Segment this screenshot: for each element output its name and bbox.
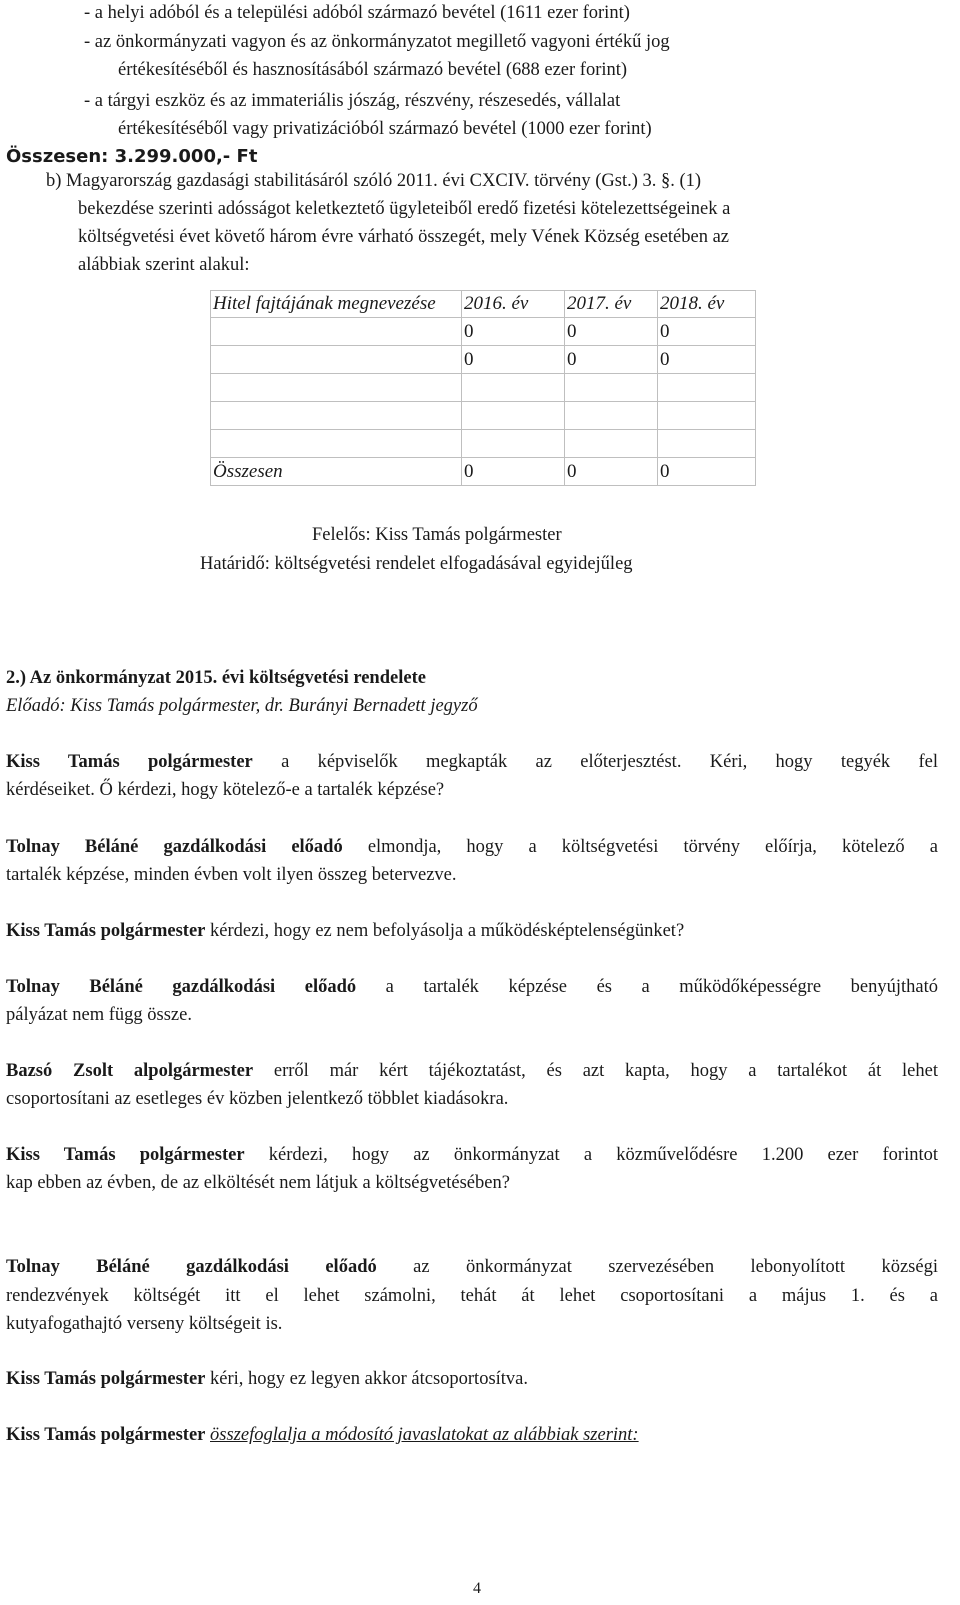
table-row — [211, 430, 756, 458]
paragraph-text: összefoglalja a módosító javaslatokat az alábbiak szerint: — [210, 1425, 639, 1445]
paragraph-line — [6, 922, 684, 941]
table-cell: 0 — [462, 318, 565, 346]
speaker-name: Kiss Tamás polgármester — [6, 1425, 206, 1445]
section-b-line2: bekezdése szerinti adósságot keletkeztető ügyleteiből eredő fizetési kötelezettségeinek a — [78, 199, 731, 219]
table-header-cell: 2017. év — [565, 291, 658, 318]
paragraph-line — [6, 1258, 938, 1277]
speaker-name: Bazsó Zsolt alpolgármester — [6, 1061, 254, 1081]
speaker-name: Tolnay Béláné gazdálkodási előadó — [6, 837, 343, 857]
speaker-name: Tolnay Béláné gazdálkodási előadó — [6, 1257, 377, 1277]
list-item-property-revenue-cont: értékesítéséből és hasznosításából származó bevétel (688 ezer forint) — [118, 60, 628, 80]
loan-table — [210, 290, 756, 486]
deadline: Határidő: költségvetési rendelet elfogadásával egyidejűleg — [200, 554, 633, 574]
paragraph-text: kéri, hogy ez legyen akkor átcsoportosítva. — [205, 1369, 529, 1389]
list-item-tax-revenue: - a helyi adóból és a települési adóból származó bevétel (1611 ezer forint) — [84, 3, 630, 23]
table-cell: 0 — [658, 318, 756, 346]
table-cell — [211, 318, 462, 346]
table-cell — [565, 374, 658, 402]
paragraph-line: kérdéseiket. Ő kérdezi, hogy kötelező-e a tartalék képzése? — [6, 780, 445, 800]
table-cell: 0 — [462, 346, 565, 374]
paragraph-line: tartalék képzése, minden évben volt ilyen összeg betervezve. — [6, 865, 457, 885]
list-item-asset-revenue: - a tárgyi eszköz és az immateriális jószág, részvény, részesedés, vállalat — [84, 91, 621, 111]
paragraph-line: pályázat nem függ össze. — [6, 1005, 192, 1025]
speaker-name: Kiss Tamás polgármester — [6, 1145, 245, 1165]
table-cell: 0 — [565, 458, 658, 486]
table-cell — [211, 402, 462, 430]
table-cell — [565, 430, 658, 458]
table-cell — [462, 430, 565, 458]
table-cell — [211, 346, 462, 374]
table-cell — [658, 402, 756, 430]
table-header-cell: 2018. év — [658, 291, 756, 318]
table-header-cell: Hitel fajtájának megnevezése — [211, 291, 462, 318]
paragraph-line: csoportosítani az esetleges év közben jelentkező többlet kiadásokra. — [6, 1089, 509, 1109]
paragraph-line — [6, 1146, 938, 1165]
responsible: Felelős: Kiss Tamás polgármester — [312, 525, 562, 545]
paragraph-text: a tartalék képzése és a működőképességre benyújtható — [356, 977, 938, 997]
table-row — [211, 374, 756, 402]
paragraph-text: kérdezi, hogy az önkormányzat a közművelődésre 1.200 ezer forintot — [244, 1145, 938, 1165]
table-cell: Összesen — [211, 458, 462, 486]
table-total-row — [211, 458, 756, 486]
paragraph-line — [6, 978, 938, 997]
speaker-name: Kiss Tamás polgármester — [6, 1369, 206, 1389]
table-header-row — [211, 291, 756, 318]
table-cell — [211, 430, 462, 458]
paragraph-line: kap ebben az évben, de az elköltését nem látjuk a költségvetésében? — [6, 1173, 510, 1193]
table-cell: 0 — [462, 458, 565, 486]
table-cell — [565, 402, 658, 430]
table-cell: 0 — [658, 458, 756, 486]
agenda-item-title: 2.) Az önkormányzat 2015. évi költségvetési rendelete — [6, 668, 426, 688]
table-row — [211, 346, 756, 374]
speaker-name: Tolnay Béláné gazdálkodási előadó — [6, 977, 357, 997]
table-cell — [462, 374, 565, 402]
paragraph-text: erről már kért tájékoztatást, és azt kapta, hogy a tartalékot át lehet — [253, 1061, 938, 1081]
paragraph-text: az önkormányzat szervezésében lebonyolított községi — [376, 1257, 938, 1277]
paragraph-line: kutyafogathajtó verseny költségeit is. — [6, 1314, 283, 1334]
table-cell — [462, 402, 565, 430]
paragraph-text: a képviselők megkapták az előterjesztést. Kéri, hogy tegyék fel — [252, 752, 938, 772]
table-cell — [211, 374, 462, 402]
table-header-cell: 2016. év — [462, 291, 565, 318]
paragraph-line — [6, 1062, 938, 1081]
section-b-line1: b) Magyarország gazdasági stabilitásáról szóló 2011. évi CXCIV. törvény (Gst.) 3. §. (1) — [46, 171, 702, 191]
table-cell: 0 — [565, 346, 658, 374]
speaker-name: Kiss Tamás polgármester — [6, 752, 253, 772]
paragraph-text: kérdezi, hogy ez nem befolyásolja a működésképtelenségünket? — [205, 921, 685, 941]
section-b-line4: alábbiak szerint alakul: — [78, 255, 250, 275]
table-row — [211, 402, 756, 430]
table-cell: 0 — [565, 318, 658, 346]
table-cell — [658, 374, 756, 402]
speaker-name: Kiss Tamás polgármester — [6, 921, 206, 941]
page-number: 4 — [473, 1580, 481, 1597]
total-amount: Összesen: 3.299.000,- Ft — [6, 146, 258, 167]
table-cell — [658, 430, 756, 458]
paragraph-line — [6, 1370, 528, 1389]
paragraph-text: elmondja, hogy a költségvetési törvény előírja, kötelező a — [342, 837, 938, 857]
list-item-property-revenue: - az önkormányzati vagyon és az önkormányzatot megillető vagyoni értékű jog — [84, 32, 670, 52]
table-cell: 0 — [658, 346, 756, 374]
paragraph-line — [6, 1426, 639, 1445]
agenda-item-presenter: Előadó: Kiss Tamás polgármester, dr. Burányi Bernadett jegyző — [6, 696, 478, 716]
table-row — [211, 318, 756, 346]
paragraph-line: rendezvények költségét itt el lehet számolni, tehát át lehet csoportosítani a május 1. és a — [6, 1286, 938, 1306]
paragraph-line — [6, 753, 938, 772]
list-item-asset-revenue-cont: értékesítéséből vagy privatizációból származó bevétel (1000 ezer forint) — [118, 119, 652, 139]
paragraph-line — [6, 838, 938, 857]
section-b-line3: költségvetési évet követő három évre várható összegét, mely Vének Község esetében az — [78, 227, 730, 247]
